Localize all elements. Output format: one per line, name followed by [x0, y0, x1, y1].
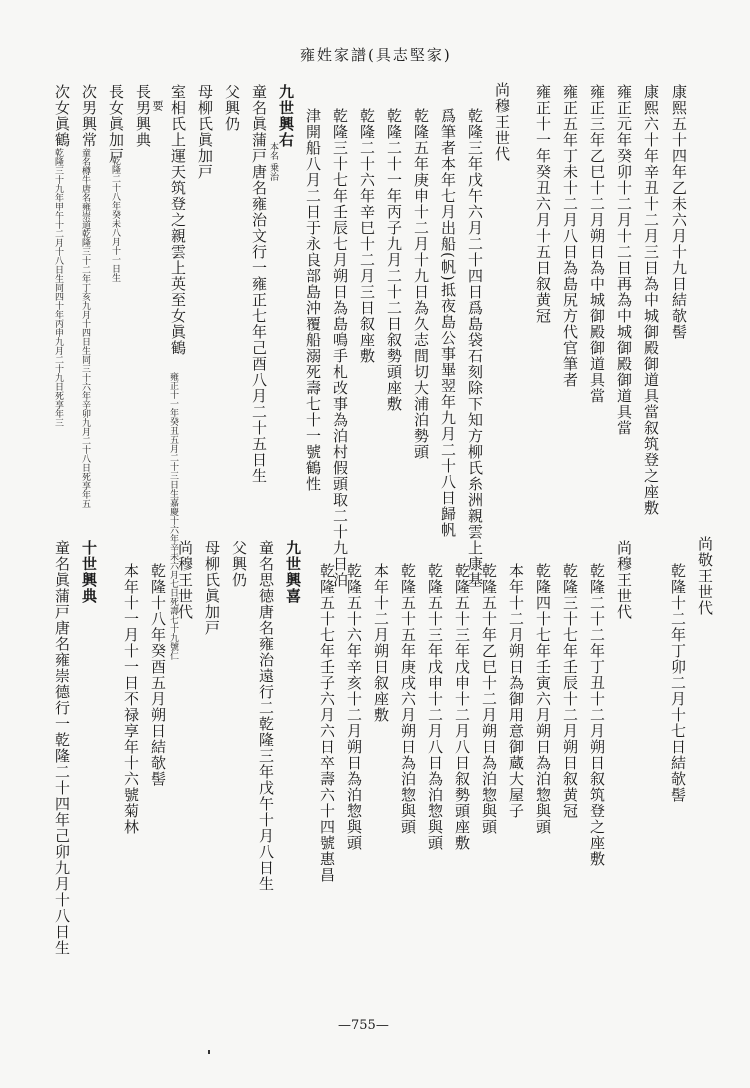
generation-note-9-koyu: 本名 乗治	[268, 142, 278, 181]
scan-speck	[208, 1050, 210, 1054]
upper-line-20: 長男興典	[134, 84, 152, 148]
lower-line-14: 乾隆五十七年壬子六月六日卒壽六十四號惠昌	[318, 563, 336, 883]
lower-line-7: 本年十二月朔日為御用意御蔵大屋子	[507, 563, 525, 819]
lower-line-1: 尚敬王世代	[696, 536, 714, 616]
lower-line-18: 尚穆王世代	[176, 540, 194, 620]
lower-line-3: 尚穆王世代	[615, 540, 633, 620]
upper-line-4: 雍正三年乙巳十二月朔日為中城御殿御道具當	[588, 84, 606, 404]
lower-line-9: 乾隆五十三年戊申十二月八日叙勢頭座敷	[453, 563, 471, 851]
upper-line-17: 母柳氏眞加戸	[196, 84, 214, 180]
upper-line-18: 室相氏上運天筑登之親雲上英至女眞鶴	[169, 84, 187, 356]
generation-heading-10-koten: 十世興典	[80, 540, 98, 604]
upper-line-2: 康熙六十年辛丑十二月三日為中城御殿御道具當叙筑登之座敷	[642, 84, 660, 516]
lower-line-21: 童名眞蒲戸唐名雍崇德行一乾隆二十四年己卯九月十八日生	[53, 540, 71, 956]
generation-heading-9-koyu: 九世興右	[277, 84, 295, 148]
upper-note-21: 乾隆二十八年癸未八月十一日生	[110, 156, 120, 282]
upper-line-7: 尚穆王世代	[493, 82, 511, 162]
upper-line-3: 雍正元年癸卯十二月十二日再為中城御殿御道具當	[615, 84, 633, 436]
upper-line-12: 乾隆二十六年辛巳十二月三日叙座敷	[358, 108, 376, 364]
upper-line-9: 爲筆者本年七月出船(帆)抵夜島公事畢翌年九月二十八日歸帆	[439, 108, 457, 538]
upper-line-8: 乾隆三年戊午六月二十四日爲島袋石刻除下知方柳氏糸洲親雲上康基	[466, 108, 484, 588]
lower-line-5: 乾隆三十七年壬辰十二月朔日叙黄冠	[561, 563, 579, 819]
upper-line-1: 康熙五十四年乙未六月十九日結欹髻	[670, 84, 688, 340]
upper-line-5: 雍正五年丁未十二月八日為島尻方代官筆者	[561, 84, 579, 388]
upper-line-15: 童名眞蒲戸唐名雍治文行一雍正七年己酉八月二十五日生	[250, 84, 268, 484]
upper-note-22: 童名樽牛唐名雍崇道乾隆三十二年丁亥九月十四日生同三十六年辛卯九月二十八日死享年五	[80, 148, 90, 508]
upper-note-18: 雍正十一年癸丑五月二十三日生嘉慶十六年辛未六月七日死壽七十九號仁	[168, 372, 178, 660]
upper-line-19: 要	[151, 100, 164, 112]
upper-line-21: 長女眞加戸	[107, 84, 125, 164]
upper-line-13: 乾隆三十七年壬辰七月朔日為島鳴手札改事為泊村假頭取二十九日泊	[331, 108, 349, 588]
page-header: 雍姓家譜(具志堅家)	[300, 46, 452, 64]
upper-line-14: 津開船八月二日于永良部島沖覆船溺死壽七十一號鶴性	[304, 108, 322, 492]
lower-line-13: 乾隆五十六年辛亥十二月朔日為泊惣與頭	[345, 563, 363, 851]
lower-line-6: 乾隆四十七年壬寅六月朔日為泊惣與頭	[534, 563, 552, 835]
upper-line-22: 次男興常	[80, 84, 98, 148]
page-number: —755—	[338, 1018, 389, 1033]
upper-line-10: 乾隆五年庚申十二月十九日為久志間切大浦泊勢頭	[412, 108, 430, 460]
upper-line-23: 次女眞鶴	[53, 84, 71, 148]
upper-line-11: 乾隆二十一年丙子九月二十二日叙勢頭座敷	[385, 108, 403, 412]
lower-line-2: 乾隆十二年丁卯二月十七日結欹髻	[669, 563, 687, 803]
lower-line-10: 乾隆五十三年戊申十二月八日為泊惣與頭	[426, 563, 444, 851]
upper-line-16: 父興仍	[223, 84, 241, 132]
lower-line-15: 童名思徳唐名雍治遠行二乾隆三年戊午十月八日生	[257, 540, 275, 892]
lower-line-17: 母柳氏眞加戸	[203, 540, 221, 636]
upper-line-6: 雍正十一年癸丑六月十五日叙黄冠	[534, 84, 552, 324]
lower-line-12: 本年十二月朔日叙座敷	[372, 563, 390, 723]
lower-line-8: 乾隆五十年乙巳十二月朔日為泊惣與頭	[480, 563, 498, 835]
generation-heading-9-koki: 九世興喜	[284, 540, 302, 604]
lower-line-16: 父興仍	[230, 540, 248, 588]
lower-line-20: 本年十一月十一日不禄享年十六號菊林	[122, 563, 140, 835]
lower-line-11: 乾隆五十五年庚戌六月朔日為泊惣與頭	[399, 563, 417, 835]
lower-line-4: 乾隆二十二年丁丑十二月朔日叙筑登之座敷	[588, 563, 606, 867]
lower-line-19: 乾隆十八年癸酉五月朔日結欹髻	[149, 563, 167, 787]
upper-note-23: 乾隆三十九年甲午十二月十八日生同四十年丙申九月二十九日死享年三	[53, 148, 63, 427]
